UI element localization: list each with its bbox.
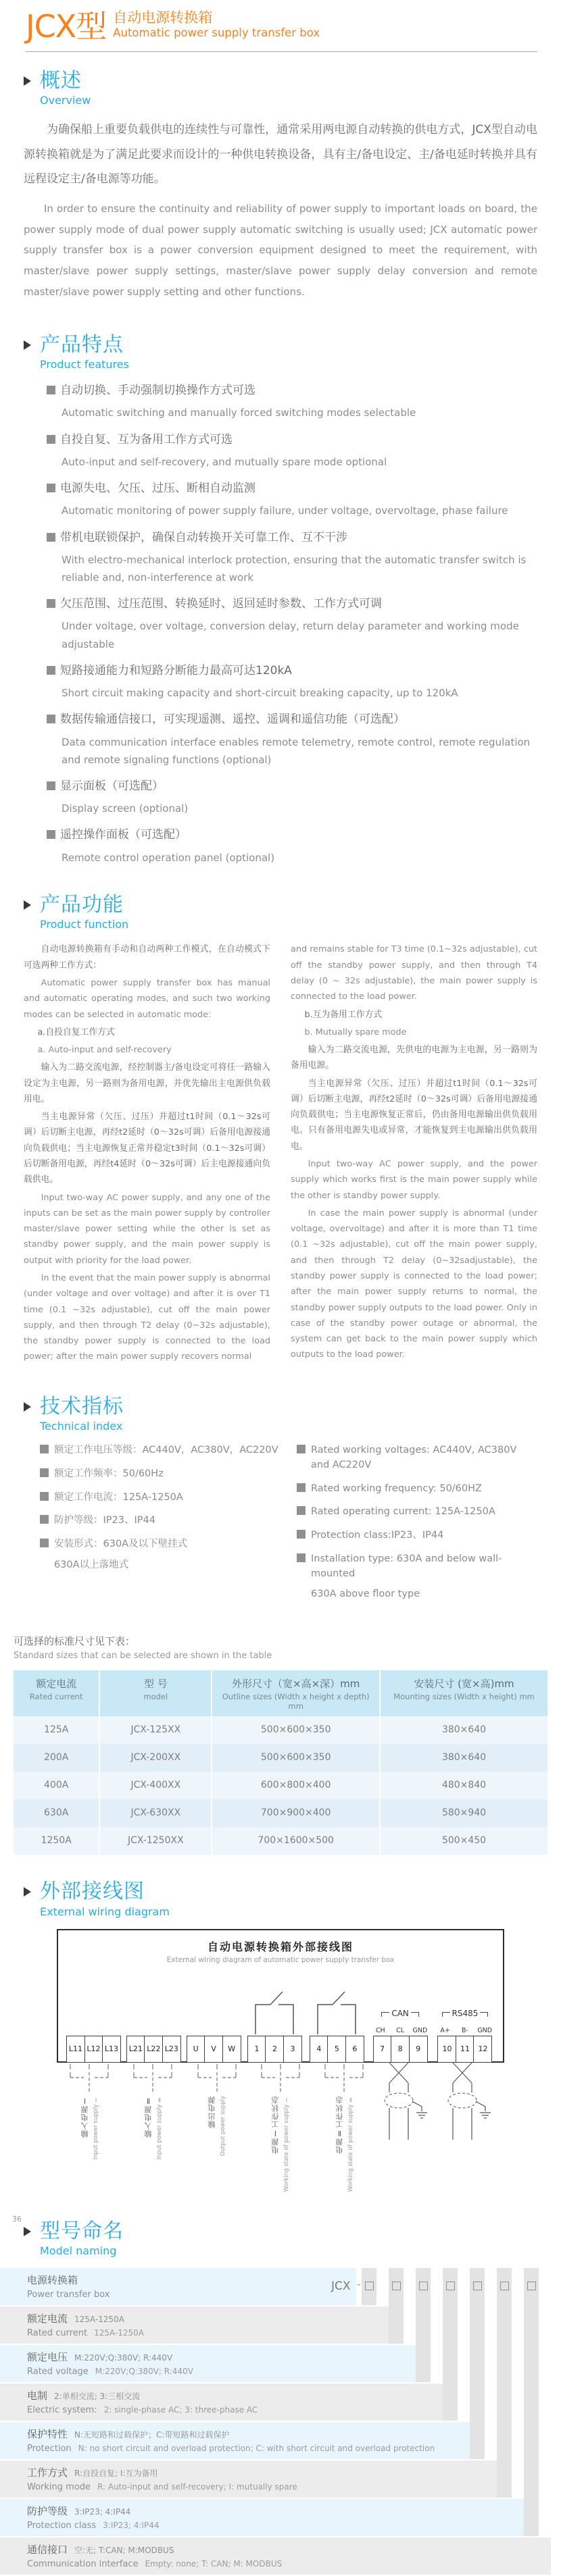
header-en: model — [143, 1692, 168, 1702]
technical-text: 防护等级：IP23、IP44 — [54, 1515, 155, 1526]
naming-title-en: Model naming — [40, 2244, 117, 2258]
bullet-square-icon — [47, 599, 55, 608]
terminal: 5 — [327, 2036, 346, 2063]
naming-row — [0, 2461, 497, 2498]
technical-item — [297, 1587, 537, 1602]
cell-model: JCX-1250XX — [99, 1827, 211, 1855]
naming-rows — [0, 2307, 561, 2575]
cell-model: JCX-200XX — [99, 1744, 211, 1772]
naming-label-cn: 保护特性 — [27, 2428, 68, 2441]
naming-value-cn: 空:无; T:CAN; M:MODBUS — [74, 2546, 174, 2556]
terminal: 9 — [409, 2036, 428, 2063]
annotation-output — [189, 2063, 245, 2203]
feature-text-en: Short circuit making capacity and short-circuit breaking capacity, up to 120kA — [62, 687, 458, 700]
naming-label-en: Power transfer box — [27, 2290, 110, 2300]
cell-outline-size: 700×900×400 — [211, 1799, 379, 1827]
feature-item — [47, 662, 537, 702]
cell-outline-size: 700×1600×500 — [211, 1827, 379, 1855]
features-list — [24, 382, 537, 867]
function-paragraph: In case the main power supply is abnormal (under voltage, overvoltage) and after it is more than T1 time (0.1 ~32s adjustable), cut off the main power supply, and then through T2 delay (0~32sadjustable), the standby power supply is connected to the load power; after the main power supply returns to normal, the standby power supply outputs to the load power. Only in case of the standby power outage or abnormal, the system can get back to the main power supply which outputs to the load power. — [291, 1208, 537, 1360]
header-en: Mounting sizes (Width x height) mm — [393, 1692, 535, 1702]
page-number: 36 — [12, 2215, 22, 2223]
bullet-square-icon — [40, 1515, 49, 1524]
bullet-square-icon — [297, 1483, 306, 1492]
group-label-en: Input power supply Ⅱ — [155, 2095, 163, 2160]
annotation-input2 — [124, 2063, 181, 2203]
model-code-box — [473, 2282, 482, 2290]
naming-value-en: 2: single-phase AC; 3: three-phase AC — [103, 2405, 258, 2415]
naming-row — [0, 2538, 551, 2575]
model-code-box — [419, 2282, 428, 2290]
wiring-diagram — [57, 1929, 504, 2203]
function-paragraph: 输入为二路交流电源，经控制器主/备电设定可将任一路输入设定为主电源，另一路则为备用电源，并优先输出主电源供负载用电。 — [24, 1062, 270, 1104]
terminal: L13 — [102, 2036, 121, 2063]
terminal: 11 — [456, 2036, 474, 2063]
feature-text-en: Automatic monitoring of power supply failure, under voltage, overvoltage, phase failure — [62, 505, 508, 517]
header-cn: 安装尺寸 (宽×高)mm — [414, 1678, 514, 1691]
bullet-square-icon — [47, 781, 55, 790]
arrow-right-icon — [24, 900, 31, 910]
table-header-cell — [379, 1670, 547, 1716]
naming-row — [0, 2499, 524, 2536]
group-label-en: Working state of power supply Ⅱ — [347, 2095, 354, 2192]
feature-item — [47, 480, 537, 519]
cell-mounting-size: 480×840 — [379, 1772, 547, 1799]
annotation-rs485-cable — [443, 2063, 500, 2203]
bullet-square-icon — [47, 386, 55, 394]
can-bus-label: CAN — [391, 2008, 409, 2018]
cell-mounting-size: 500×450 — [379, 1827, 547, 1855]
features-title-cn: 产品特点 — [40, 332, 124, 357]
group-label-en: Input power supply Ⅰ — [92, 2095, 99, 2160]
pin-label: CL — [396, 2026, 405, 2034]
annotation-state1 — [252, 2063, 309, 2203]
cell-rated-current: 630A — [44, 1807, 69, 1819]
bracket-tick-icon — [411, 2012, 419, 2017]
feature-item — [47, 382, 537, 421]
function-paragraph: and remains stable for T3 time (0.1~32s adjustable), cut off the standby power supply, and then through T4 delay (0 ~ 32s adjustable), the main power supply is connected to the load power. — [291, 944, 537, 1002]
technical-item — [297, 1443, 537, 1473]
feature-text-cn: 带机电联锁保护，确保自动转换开关可靠工作、互不干涉 — [60, 530, 347, 544]
model-dash: - — [357, 2278, 361, 2291]
technical-item — [40, 1537, 280, 1552]
table-row — [14, 1716, 547, 1744]
bullet-square-icon — [47, 830, 55, 839]
function-paragraph: Input two-way AC power supply, and the power supply which works first is the main power supply while the other is standby power supply. — [291, 1159, 537, 1201]
cell-rated-current: 1250A — [41, 1835, 72, 1847]
pin-label: CH — [375, 2026, 385, 2034]
naming-value-cn: 3:IP23; 4:IP44 — [74, 2507, 131, 2517]
technical-list-en — [280, 1443, 537, 1611]
annotation-can-cable — [380, 2063, 437, 2203]
group-label-cn: 电源Ⅱ工作状态 — [335, 2095, 344, 2154]
table-header-row — [14, 1670, 547, 1716]
group-bracket-icon — [316, 2063, 372, 2095]
feature-text-en: Automatic switching and manually forced switching modes selectable — [62, 407, 416, 419]
terminal-group-input1 — [66, 1986, 121, 2063]
cell-outline-size: 600×800×400 — [211, 1772, 379, 1799]
function-paragraph: Input two-way AC power supply, and any one of the inputs can be set as the main power supply by controller master/slave power setting while the other is set as standby power supply, and the main power supply is output with priority for the load power. — [24, 1192, 270, 1266]
table-header-cell — [211, 1670, 379, 1716]
terminal: 2 — [265, 2036, 284, 2063]
cell-rated-current: 200A — [44, 1752, 69, 1763]
model-naming-diagram — [0, 2268, 561, 2576]
naming-value-cn: M:220V;Q:380V; R:440V — [74, 2353, 173, 2363]
cell-rated-current: 400A — [44, 1780, 69, 1791]
naming-value-en: M:220V;Q:380V; R:440V — [95, 2367, 193, 2377]
feature-item — [47, 826, 537, 866]
wiring-heading — [24, 1880, 537, 1918]
pin-label: GND — [412, 2026, 428, 2034]
header-divider — [26, 51, 537, 52]
bullet-square-icon — [47, 666, 55, 675]
naming-value-cn: N:无短路和过载保护；C:带短路和过载保护 — [74, 2430, 230, 2440]
model-code-box — [392, 2282, 401, 2290]
section-product-features — [0, 334, 561, 867]
overview-title-en: Overview — [40, 94, 91, 107]
pin-label: GND — [477, 2026, 493, 2034]
overview-title-cn: 概述 — [40, 68, 82, 93]
bullet-square-icon — [47, 484, 55, 492]
section-model-naming — [0, 2220, 561, 2258]
section-product-function — [0, 894, 561, 1367]
naming-label-en: Rated current — [27, 2328, 88, 2339]
naming-row — [0, 2307, 389, 2344]
technical-item — [40, 1558, 280, 1573]
naming-value-en: 3:IP23; 4:IP44 — [103, 2521, 160, 2531]
wiring-box — [57, 1929, 504, 2063]
function-paragraph: a. Auto-input and self-recovery — [37, 1045, 172, 1056]
technical-item — [40, 1514, 280, 1528]
technical-text: Rated working frequency: 50/60HZ — [311, 1483, 482, 1494]
header-cn: 额定电流 — [36, 1678, 77, 1691]
bullet-square-icon — [297, 1553, 306, 1562]
arrow-right-icon — [24, 1402, 31, 1412]
technical-text: Installation type: 630A and below wall-mounted — [311, 1553, 502, 1579]
function-paragraph: In the event that the main power supply is abnormal (under voltage and over voltage) and after it is over T1 time (0.1 ~32s adjustable), cut off the main power supply, and then through T2 delay (0~32s adjustable), the standby power supply is connected to the load power; after the main power supply recovers normal — [24, 1273, 270, 1362]
feature-text-cn: 数据传输通信接口，可实现遥测、遥控、遥调和遥信功能（可选配） — [60, 713, 405, 727]
naming-heading — [24, 2220, 537, 2258]
naming-label-cn: 工作方式 — [27, 2467, 68, 2479]
naming-label-cn: 防护等级 — [27, 2505, 68, 2518]
terminal-group-can — [370, 1986, 430, 2063]
cell-model: JCX-630XX — [99, 1799, 211, 1827]
group-bracket-icon — [189, 2063, 245, 2095]
naming-label-en: Working mode — [27, 2482, 91, 2493]
annotation-state2 — [316, 2063, 372, 2203]
naming-row — [0, 2345, 416, 2382]
terminal: 4 — [310, 2036, 328, 2063]
arrow-right-icon — [24, 2227, 31, 2236]
terminal: 8 — [391, 2036, 410, 2063]
group-bracket-icon — [252, 2063, 309, 2095]
technical-text: 额定工作电流：125A-1250A — [54, 1491, 183, 1503]
sizes-intro-en: Standard sizes that can be selected are shown in the table — [14, 1651, 272, 1661]
technical-text: 630A above floor type — [311, 1589, 420, 1600]
bullet-square-icon — [47, 715, 55, 723]
feature-text-cn: 遥控操作面板（可选配） — [60, 828, 187, 842]
group-label-en: Working state of power supply Ⅰ — [283, 2095, 291, 2192]
function-column-right — [291, 942, 537, 1366]
section-standard-sizes — [0, 1634, 561, 1855]
terminal-group-rs485 — [435, 1986, 495, 2063]
technical-item — [297, 1482, 537, 1497]
feature-text-en: Remote control operation panel (optional) — [62, 851, 275, 864]
annotation-input1 — [61, 2063, 118, 2203]
function-paragraph: b. Mutually spare mode — [304, 1027, 407, 1037]
feature-text-en: Under voltage, over voltage, conversion delay, return delay parameter and working mode adjustable — [62, 620, 519, 650]
naming-label-en: Protection class — [27, 2521, 97, 2531]
technical-text: Rated operating current: 125A-1250A — [311, 1506, 495, 1518]
terminal-group-output — [187, 1986, 241, 2063]
feature-item — [47, 777, 537, 817]
sizes-table — [14, 1670, 547, 1855]
group-label-cn: 电源Ⅰ工作状态 — [271, 2095, 280, 2154]
terminal: U — [187, 2036, 205, 2063]
naming-label-cn: 电制 — [27, 2390, 48, 2402]
bullet-square-icon — [297, 1506, 306, 1515]
features-title-en: Product features — [40, 358, 129, 371]
cell-outline-size: 500×600×350 — [211, 1716, 379, 1744]
section-wiring-diagram — [0, 1880, 561, 2203]
terminal: 1 — [247, 2036, 266, 2063]
technical-title-cn: 技术指标 — [40, 1394, 124, 1418]
feature-text-en: With electro-mechanical interlock protection, ensuring that the automatic transfer switch is reliable and, non-interference at work — [62, 553, 527, 584]
twisted-pair-icon — [380, 2063, 437, 2144]
naming-value-en: R: Auto-input and self-recovery; I: mutually spare — [97, 2482, 297, 2492]
product-model-title: JCX型 — [26, 7, 107, 45]
model-code-box — [365, 2282, 374, 2290]
header-en: Outline sizes (Width x height x depth) mm — [222, 1692, 370, 1711]
table-row — [14, 1827, 547, 1855]
arrow-right-icon — [24, 1887, 31, 1897]
feature-text-cn: 欠压范围、过压范围、转换延时、返回延时参数、工作方式可调 — [60, 597, 382, 611]
pin-label: A+ — [440, 2026, 450, 2034]
group-label-cn: 输出电源 — [208, 2095, 217, 2128]
technical-list-cn — [24, 1443, 280, 1611]
feature-text-en: Display screen (optional) — [62, 802, 189, 815]
terminal: L22 — [144, 2036, 163, 2063]
cell-outline-size: 500×600×350 — [211, 1744, 379, 1772]
twisted-pair-icon — [443, 2063, 500, 2144]
naming-value-cn: R:自投自复; I:互为备用 — [74, 2469, 158, 2479]
table-row — [14, 1799, 547, 1827]
naming-value-en: N: no short circuit and overload protection; C: with short circuit and overload protection — [78, 2444, 435, 2454]
feature-text-cn: 显示面板（可选配） — [60, 779, 164, 794]
technical-text: 安装形式：630A及以下壁挂式 — [54, 1539, 188, 1550]
technical-text: 630A以上落地式 — [54, 1559, 129, 1570]
function-paragraph: 自动电源转换箱有手动和自动两种工作模式，在自动模式下可选两种工作方式： — [24, 944, 270, 971]
bullet-square-icon — [40, 1468, 49, 1477]
arrow-right-icon — [24, 340, 31, 350]
features-heading — [24, 334, 537, 371]
technical-item — [40, 1443, 280, 1458]
function-paragraph: a.自投自复工作方式 — [37, 1027, 115, 1037]
bullet-square-icon — [40, 1539, 49, 1547]
group-label-cn: 输入电源Ⅱ — [143, 2095, 153, 2138]
bullet-square-icon — [47, 435, 55, 444]
product-title-cn: 自动电源转换箱 — [113, 9, 213, 26]
wiring-title-cn: 外部接线图 — [40, 1880, 145, 1904]
pin-label: B- — [461, 2026, 468, 2034]
naming-label-en: Electric system: — [27, 2405, 97, 2416]
technical-text: 额定工作电压等级：AC440V，AC380V，AC220V — [54, 1445, 278, 1456]
bullet-square-icon — [297, 1530, 306, 1539]
code-column — [362, 2268, 376, 2305]
function-paragraph: 当主电源异常（欠压、过压）并超过t1时间（0.1～32s可调）后切断主电源，再经t2延时（0～32s可调）后备用电源接通向负载供电；当主电源恢复正常后，仍由备用电源输出供负载用电。只有备用电源失电或异常，才能恢复到主电源输出供负载用电。 — [291, 1078, 537, 1152]
function-paragraph: b.互为备用工作方式 — [304, 1009, 383, 1020]
header-cn: 型 号 — [143, 1678, 168, 1691]
model-code-box — [500, 2282, 509, 2290]
overview-paragraph-en: In order to ensure the continuity and reliability of power supply to important loads on board, the power supply mode of dual power supply automatic switching is usually used; JCX automatic power supply transfer box is a power conversion equipment designed to meet the requirement, with master/slave power supply settings, master/slave power supply delay conversion and remote master/slave power supply setting and other functions. — [24, 202, 537, 298]
feature-text-en: Auto-input and self-recovery, and mutually spare mode optional — [62, 455, 387, 468]
technical-text: 额定工作频率：50/60Hz — [54, 1468, 164, 1479]
technical-item — [297, 1552, 537, 1582]
bullet-square-icon — [47, 533, 55, 542]
feature-text-cn: 自动切换、手动强制切换操作方式可选 — [60, 384, 255, 398]
technical-item — [297, 1528, 537, 1543]
table-row — [14, 1772, 547, 1799]
header-cn: 外形尺寸（宽×高×深）mm — [232, 1678, 360, 1691]
naming-label-cn: 电源转换箱 — [27, 2274, 78, 2287]
group-bracket-icon — [61, 2063, 118, 2095]
naming-title-cn: 型号命名 — [40, 2219, 124, 2243]
technical-heading — [24, 1395, 537, 1433]
cell-mounting-size: 380×640 — [379, 1716, 547, 1744]
overview-heading — [24, 70, 537, 107]
terminal-group-input2 — [126, 1986, 181, 2063]
page-header — [0, 0, 561, 52]
wiring-diagram-title-en: External wiring diagram of automatic power supply transfer box — [166, 1955, 395, 1964]
naming-label-cn: 额定电压 — [27, 2351, 68, 2364]
naming-row — [0, 2384, 443, 2421]
bracket-tick-icon — [381, 2012, 389, 2017]
terminal: W — [222, 2036, 241, 2063]
terminal: L21 — [126, 2036, 145, 2063]
naming-value-cn: 125A-1250A — [74, 2315, 124, 2325]
table-row — [14, 1744, 547, 1772]
naming-value-en: 125A-1250A — [94, 2328, 145, 2338]
bullet-square-icon — [297, 1445, 306, 1453]
function-title-en: Product function — [40, 918, 129, 931]
feature-item — [47, 595, 537, 653]
table-header-cell — [14, 1670, 99, 1716]
function-heading — [24, 894, 537, 931]
switch-contact-icon — [246, 1986, 303, 2036]
feature-text-cn: 自投自复、互为备用工作方式可选 — [60, 432, 233, 446]
naming-label-en: Rated voltage — [27, 2367, 89, 2377]
technical-title-en: Technical index — [40, 1420, 123, 1433]
model-code-box — [527, 2282, 536, 2290]
technical-item — [40, 1491, 280, 1505]
terminal-group-state2 — [308, 1986, 365, 2063]
function-paragraph: Automatic power supply transfer box has manual and automatic operating modes, and such two working modes can be selected in automatic mode: — [24, 977, 270, 1020]
function-paragraph: 输入为二路交流电源，先供电的电源为主电源，另一路则为备用电源。 — [291, 1045, 537, 1071]
naming-value-cn: 2:单相交流; 3:三相交流 — [54, 2392, 141, 2402]
terminal: 7 — [373, 2036, 392, 2063]
group-label-cn: 输入电源Ⅰ — [80, 2095, 89, 2138]
switch-contact-icon — [308, 1986, 365, 2036]
naming-row — [0, 2422, 470, 2459]
feature-item — [47, 529, 537, 587]
model-prefix: JCX — [331, 2279, 351, 2294]
naming-label-cn: 通信接口 — [27, 2544, 68, 2556]
function-paragraph: 当主电源异常（欠压、过压）并超过t1时间（0.1～32s可调）后切断主电源，再经t2延时（0～32s可调）后备用电源接通向负载供电；当主电源恢复正常并稳定t3时间（0.1～32s可调）后切断备用电源，再经t4延时（0～32s可调）后主电源接通向负载供电。 — [24, 1112, 270, 1185]
bracket-tick-icon — [442, 2012, 450, 2017]
header-en: Rated current — [29, 1692, 83, 1702]
naming-label-en: Communication interface — [27, 2559, 139, 2570]
function-column-left — [24, 942, 270, 1366]
wiring-title-en: External wiring diagram — [40, 1905, 170, 1918]
rs485-bus-label: RS485 — [452, 2008, 479, 2018]
naming-label-cn: 额定电流 — [27, 2313, 68, 2325]
naming-value-en: Empty: none; T: CAN; M: MODBUS — [145, 2559, 283, 2569]
technical-text: Rated working voltages: AC440V, AC380V and AC220V — [311, 1445, 517, 1470]
terminal: L23 — [162, 2036, 181, 2063]
arrow-right-icon — [24, 76, 31, 86]
naming-label-en: Protection — [27, 2444, 72, 2454]
terminal: 6 — [345, 2036, 364, 2063]
cell-model: JCX-400XX — [99, 1772, 211, 1799]
feature-item — [47, 711, 537, 769]
terminal: L11 — [66, 2036, 85, 2063]
wiring-diagram-title-cn: 自动电源转换箱外部接线图 — [207, 1940, 353, 1953]
terminal: L12 — [84, 2036, 103, 2063]
bullet-square-icon — [40, 1492, 49, 1501]
group-label-en: Output power supply — [220, 2095, 227, 2156]
group-bracket-icon — [124, 2063, 181, 2095]
terminal: 12 — [473, 2036, 492, 2063]
terminal: V — [204, 2036, 223, 2063]
bullet-square-icon — [40, 1445, 49, 1453]
terminal-row — [62, 1986, 499, 2063]
technical-text: Protection class:IP23、IP44 — [311, 1530, 444, 1541]
feature-text-cn: 电源失电、欠压、过压、断相自动监测 — [60, 482, 255, 496]
sizes-intro-cn: 可选择的标准尺寸见下表： — [14, 1635, 136, 1648]
product-title-en: Automatic power supply transfer box — [113, 26, 320, 40]
cell-model: JCX-125XX — [99, 1716, 211, 1744]
cell-rated-current: 125A — [44, 1724, 69, 1736]
technical-item — [40, 1467, 280, 1482]
feature-text-cn: 短路接通能力和短路分断能力最高可达120kA — [60, 663, 292, 677]
table-body — [14, 1716, 547, 1855]
feature-item — [47, 431, 537, 471]
wiring-annotations — [57, 2063, 504, 2203]
section-overview — [0, 70, 561, 303]
bracket-tick-icon — [480, 2012, 488, 2017]
section-technical-index — [0, 1395, 561, 1612]
terminal: 3 — [283, 2036, 302, 2063]
overview-paragraph-cn: 为确保船上重要负载供电的连续性与可靠性，通常采用两电源自动转换的供电方式，JCX型自动电源转换箱就是为了满足此要求而设计的一种供电转换设备，具有主/备电设定、主/备电延时转换并具有远程设定主/备电源等功能。 — [24, 123, 537, 186]
naming-row-product — [0, 2268, 356, 2305]
terminal: 10 — [437, 2036, 456, 2063]
function-title-cn: 产品功能 — [40, 892, 124, 917]
terminal-group-state1 — [246, 1986, 303, 2063]
feature-text-en: Data communication interface enables remote telemetry, remote control, remote regulation and remote signaling functions (optional) — [62, 736, 531, 766]
cell-mounting-size: 380×640 — [379, 1744, 547, 1772]
table-header-cell — [99, 1670, 211, 1716]
model-code-box — [446, 2282, 455, 2290]
cell-mounting-size: 580×940 — [379, 1799, 547, 1827]
technical-item — [297, 1505, 537, 1520]
